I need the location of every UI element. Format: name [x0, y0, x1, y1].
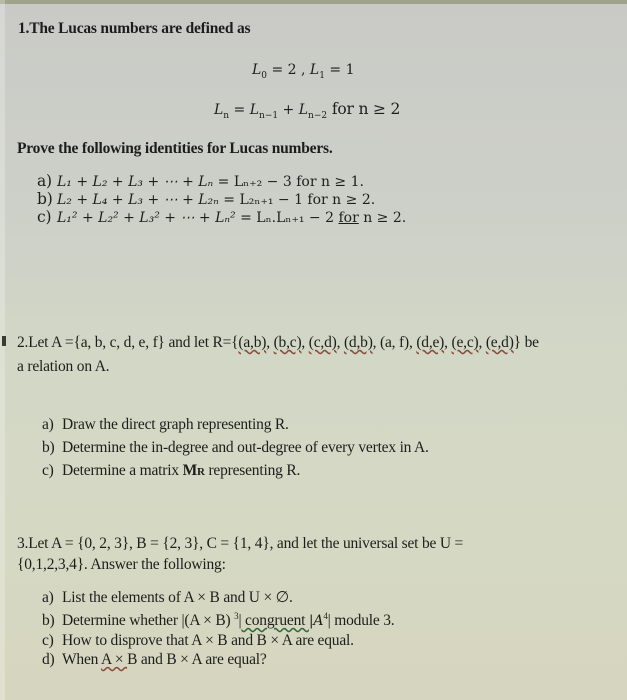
- a-exponent: 4: [323, 611, 328, 621]
- q3-item-b: [42, 607, 394, 631]
- identity-b-rhs: = L₂ₙ₊₁ − 1 for n ≥ 2.: [218, 192, 376, 208]
- q3-item-a: [42, 588, 394, 607]
- identity-c-lhs: L₁² + L₂² + L₃² + ⋯ + Lₙ²: [57, 210, 236, 226]
- pair-e-d: (e,d): [485, 334, 514, 351]
- l0-symbol: L: [252, 62, 262, 78]
- pair-e-c: (e,c): [451, 334, 479, 351]
- q1-identities: [37, 173, 406, 227]
- q2-item-a-text: Draw the direct graph representing R.: [62, 416, 289, 433]
- q3-item-a-text: List the elements of A × B and U × ∅.: [62, 589, 293, 606]
- l0-value: = 2 ,: [267, 62, 310, 78]
- q2-item-c: [42, 459, 429, 484]
- abs-bar-end: |: [327, 612, 331, 630]
- ln2-symbol: L: [298, 102, 309, 118]
- identity-c: [37, 209, 406, 227]
- l0-sub: 0: [261, 70, 268, 81]
- q3-item-b-text: Determine whether |(A × B): [62, 612, 235, 630]
- matrix-symbol: M: [182, 462, 198, 479]
- q2-line2: a relation on A.: [17, 358, 110, 375]
- q1-title: 1.The Lucas numbers are defined as: [18, 20, 251, 37]
- q2-item-c-text-end: representing R.: [204, 462, 301, 479]
- l1-sub: 1: [319, 70, 325, 81]
- pair-c-d: (c,d): [308, 334, 337, 351]
- q3-item-d-underlined: A ×: [101, 651, 128, 669]
- q3-line1: 3.Let A = {0, 2, 3}, B = {2, 3}, C = {1, 4}, and let the universal set be U =: [17, 535, 464, 552]
- q1-prompt: Prove the following identities for Lucas numbers.: [17, 140, 333, 157]
- q3-items: [42, 588, 394, 669]
- pair-a-b: (a,b): [238, 334, 267, 351]
- ln2-sub: n−2: [308, 110, 328, 121]
- q2-item-b-text: Determine the in-degree and out-degree of every vertex in A.: [62, 439, 429, 456]
- l1-value: = 1: [324, 62, 355, 78]
- top-edge: [0, 0, 627, 4]
- identity-a-lhs: L₁ + L₂ + L₃ + ⋯ + Lₙ: [57, 174, 214, 190]
- ln-symbol: L: [214, 102, 224, 118]
- q3-item-d-text: When: [62, 651, 102, 669]
- q2-item-a: [42, 413, 429, 436]
- identity-b-label: b): [37, 190, 53, 208]
- recurrence-condition: for n ≥ 2: [327, 100, 401, 118]
- ln1-sub: n−1: [259, 110, 279, 121]
- q1-recurrence: [214, 100, 400, 121]
- q3-item-c-label: c): [42, 632, 54, 650]
- q2-item-b: [42, 436, 429, 459]
- plus: +: [278, 102, 299, 118]
- q3-item-b-label: b): [42, 612, 55, 630]
- q2-item-b-label: b): [42, 439, 55, 456]
- q3-item-d-label: d): [42, 651, 55, 669]
- l1-symbol: L: [309, 62, 320, 78]
- q2-item-a-label: a): [42, 416, 54, 433]
- left-edge: [0, 0, 5, 700]
- q2-set-definition: 2.Let A ={a, b, c, d, e, f} and let R={: [17, 334, 239, 351]
- identity-c-condition: n ≥ 2.: [358, 210, 407, 226]
- ln-sub: n: [223, 110, 230, 121]
- q2-item-c-text: Determine a matrix: [62, 462, 183, 479]
- cube-exponent: 3: [234, 611, 239, 621]
- identity-a-label: a): [37, 172, 52, 190]
- identity-a: [37, 173, 406, 191]
- q3-line2: {0,1,2,3,4}. Answer the following:: [17, 556, 226, 573]
- paragraph-marker: [2, 336, 6, 346]
- identity-c-rhs: = Lₙ.Lₙ₊₁ − 2: [235, 210, 339, 226]
- pair-b-c: (b,c): [273, 334, 302, 351]
- abs-bar: |: [238, 612, 242, 630]
- q2-line1-end: } be: [513, 334, 539, 351]
- matrix-subscript: R: [197, 466, 205, 478]
- q1-initial-values: [252, 62, 355, 81]
- pair-d-b: (d,b): [343, 334, 373, 351]
- identity-b-lhs: L₂ + L₄ + L₃ + ⋯ + L₂ₙ: [57, 192, 219, 208]
- q3-item-d-text-end: B and B × A are equal?: [127, 651, 267, 669]
- q3-item-a-label: a): [42, 589, 54, 606]
- q3-item-c-text: How to disprove that A × B and B × A are equal.: [62, 632, 354, 650]
- ln1-symbol: L: [249, 102, 260, 118]
- q3-item-b-tail: module 3.: [330, 612, 395, 630]
- q2-item-c-label: c): [42, 462, 54, 479]
- pair-d-e: (d,e): [416, 334, 445, 351]
- pair-a-f: (a, f): [380, 334, 409, 351]
- q2-items: [42, 413, 429, 484]
- identity-c-label: c): [37, 208, 52, 226]
- q2-line1: 2.Let A ={a, b, c, d, e, f} and let R={(a,b), (b,c), (c,d), (d,b), (a, f), (d,e), (e,c), (e,d)} be: [17, 334, 539, 351]
- identity-a-rhs: = Lₙ₊₂ − 3 for n ≥ 1.: [213, 174, 364, 190]
- equals: =: [229, 102, 250, 118]
- identity-b: [37, 191, 406, 209]
- a-power: |A: [308, 613, 324, 630]
- q3-item-d: [42, 650, 394, 669]
- q3-item-c: [42, 631, 394, 650]
- identity-c-for: for: [338, 210, 359, 226]
- congruent-word: congruent: [241, 612, 309, 630]
